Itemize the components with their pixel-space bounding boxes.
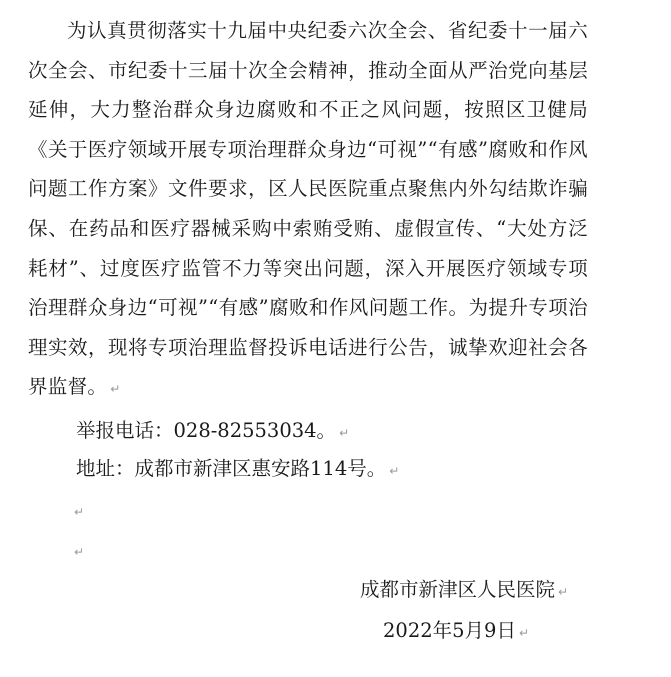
issue-date: 2022年5月9日 (383, 619, 516, 642)
issuer-name: 成都市新津区人民医院 (360, 578, 556, 601)
notice-body-text: 为认真贯彻落实十九届中央纪委六次全会、省纪委十一届六次全会、市纪委十三届十次全会精神，推动全面从严治党向基层延伸，大力整治群众身边腐败和不正之风问题，按照区卫健局《关于医疗领域开展专项治理群众身边“可视”“有感”腐败和作风问题工作方案》文件要求，区人民医院重点聚焦内外勾结欺诈骗保、在药品和医疗器械采购中索贿受贿、虚假宣传、“大处方泛耗材”、过度医疗监管不力等突出问题，深入开展医疗领域专项治理群众身边“可视”“有感”腐败和作风问题工作。为提升专项治理实效，现将专项治理监督投诉电话进行公告，诚挚欢迎社会各界监督。 (28, 19, 588, 399)
paragraph-mark-icon: ↵ (518, 626, 530, 640)
date-line (383, 618, 529, 646)
paragraph-mark-icon: ↵ (339, 426, 350, 440)
empty-paragraph-mark-icon: ↵ (74, 505, 85, 519)
paragraph-mark-icon: ↵ (558, 585, 569, 599)
address-line (76, 456, 399, 484)
empty-paragraph-mark-icon: ↵ (74, 545, 85, 559)
paragraph-mark-icon: ↵ (110, 382, 121, 397)
notice-body-paragraph (28, 11, 588, 410)
hotline-text: 举报电话：028-82553034。 (76, 419, 337, 442)
address-text: 地址：成都市新津区惠安路114号。 (76, 457, 387, 480)
hotline-line (76, 418, 349, 446)
paragraph-mark-icon: ↵ (389, 464, 400, 478)
issuer-line (360, 577, 568, 605)
